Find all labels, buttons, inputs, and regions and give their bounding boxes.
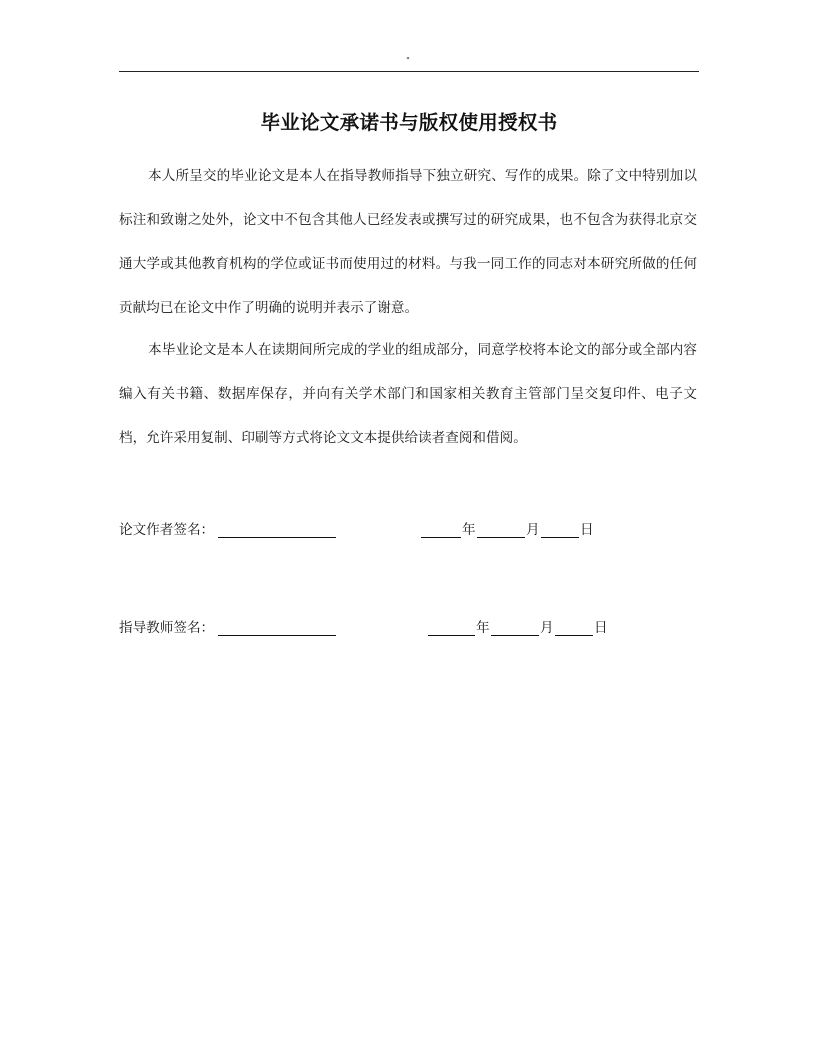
author-month-blank bbox=[477, 537, 525, 538]
author-year-label: 年 bbox=[462, 522, 476, 538]
document-title: 毕业论文承诺书与版权使用授权书 bbox=[260, 111, 558, 135]
author-year-blank bbox=[421, 537, 461, 538]
header-mark: " bbox=[406, 56, 410, 65]
commitment-paragraph: 本人所呈交的毕业论文是本人在指导教师指导下独立研究、写作的成果。除了文中特别加以标注和致谢之处外，论文中不包含其他人已经发表或撰写过的研究成果，也不包含为获得北京交通大学或其他教育机构的学位或证书而使用过的材料。与我一同工作的同志对本研究所做的任何贡献均已在论文中作了明确的说明并表示了谢意。 bbox=[119, 168, 697, 316]
advisor-month-blank bbox=[491, 635, 539, 636]
advisor-signature-blank bbox=[218, 635, 336, 636]
copyright-paragraph: 本毕业论文是本人在读期间所完成的学业的组成部分，同意学校将本论文的部分或全部内容编入有关书籍、数据库保存，并向有关学术部门和国家相关教育主管部门呈交复印件、电子文档，允许采用复制、印刷等方式将论文文本提供给读者查阅和借阅。 bbox=[119, 342, 697, 446]
advisor-month-label: 月 bbox=[540, 620, 554, 636]
header-rule bbox=[119, 71, 699, 72]
advisor-day-label: 日 bbox=[594, 620, 608, 636]
author-month-label: 月 bbox=[526, 522, 540, 538]
advisor-year-blank bbox=[428, 635, 475, 636]
author-day-label: 日 bbox=[580, 522, 594, 538]
advisor-signature-label: 指导教师签名： bbox=[119, 620, 215, 636]
advisor-day-blank bbox=[555, 635, 593, 636]
author-signature-blank bbox=[218, 537, 336, 538]
author-day-blank bbox=[541, 537, 579, 538]
author-signature-label: 论文作者签名： bbox=[119, 522, 215, 538]
advisor-year-label: 年 bbox=[476, 620, 490, 636]
